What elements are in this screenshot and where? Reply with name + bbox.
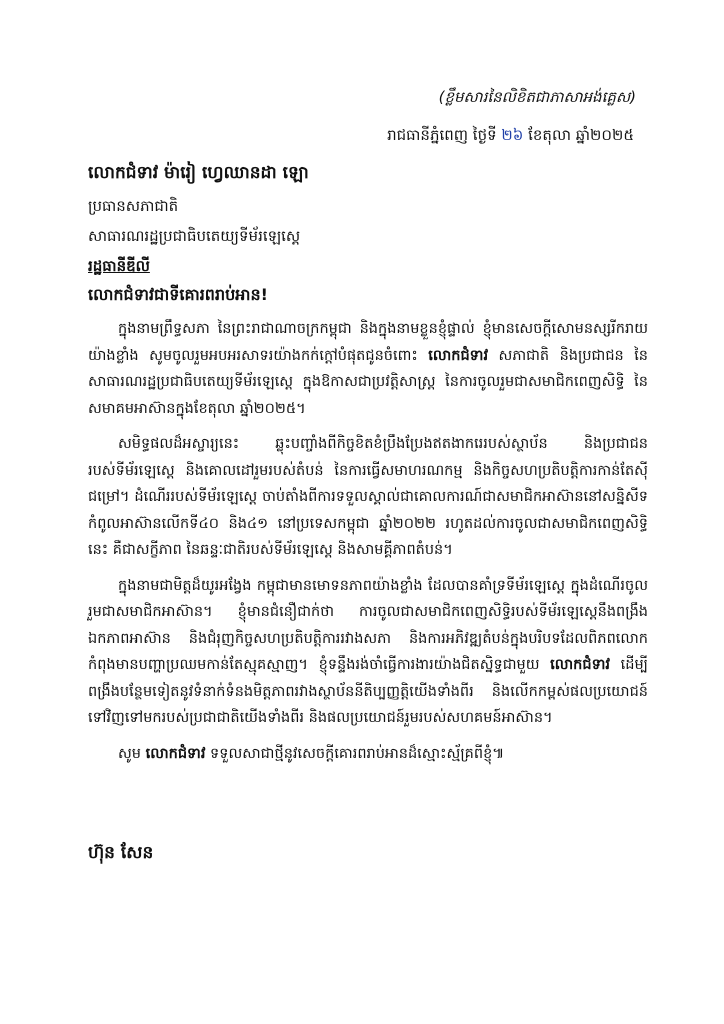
signature-name: ហ៊ុន សែន xyxy=(88,843,154,863)
recipient-title: ប្រធានសភាជាតិ xyxy=(88,197,179,215)
recipient-block xyxy=(88,162,648,279)
paragraph-3 xyxy=(88,573,648,732)
paragraph-4 xyxy=(88,741,648,768)
paragraph-2-text: សមិទ្ធផលដ៏អស្ចារ្យនេះ ឆ្លុះបញ្ចាំងពីកិច្ចខិតខំប្រឹងប្រែងឥតងាករេរបស់ស្ថាប័ន និងប្រជាជនរបស់ទីម័រឡេស្តេ និងគោលដៅរួមរបស់តំបន់ នៃការធ្វើសមាហរណកម្ម និងកិច្ចសហប្រតិបត្តិការកាន់តែស៊ីជម្រៅ។ ដំណើររបស់ទីម័រឡេស្តេ ចាប់តាំងពីការទទួលស្គាល់ជាគោលការណ៍ជាសមាជិកអាស៊ាននៅសន្និសីទកំពូលអាស៊ានលើកទី៤០ និង៤១ នៅប្រទេសកម្ពុជា ឆ្នាំ២០២២ រហូតដល់ការចូលជាសមាជិកពេញសិទ្ធិនេះ គឺជាសក្ខីភាព នៃឆន្ទៈជាតិរបស់ទីម័រឡេស្តេ និងសាមគ្គីភាពតំបន់។ xyxy=(88,436,648,558)
paragraph-4-text-b: ទទួលសាជាថ្មីនូវសេចក្តីគោរពរាប់អានដ៏ស្មោះស្ម័គ្រពីខ្ញុំ៕ xyxy=(205,745,505,762)
date-prefix: រាជធានីភ្នំពេញ ថ្ងៃទី xyxy=(387,126,502,144)
date-suffix: ខែតុលា ឆ្នាំ២០២៥ xyxy=(523,126,634,144)
paragraph-1 xyxy=(88,316,648,422)
paragraph-3-emphasis: លោកជំទាវ xyxy=(550,657,610,673)
date-line xyxy=(387,126,634,148)
recipient-country: សាធារណរដ្ឋប្រជាធិបតេយ្យទីម័រឡេស្តេ xyxy=(88,227,301,245)
paragraph-3-text-a: ក្នុងនាមជាមិត្តដ៏យូរអង្វែង កម្ពុជាមានមោទនភាពយ៉ាងខ្លាំង ដែលបានគាំទ្រទីម័រឡេស្តេ ក្នុងដំណើរចូលរួមជាសមាជិកអាស៊ាន។ ខ្ញុំមានជំនឿជាក់ថា ការចូលជាសមាជិកពេញសិទ្ធិរបស់ទីម័រឡេស្តេនឹងពង្រឹងឯកភាពអាស៊ាន និងជំរុញកិច្ចសហប្រតិបត្តិការរវាងសភា និងការអភិវឌ្ឍតំបន់ក្នុងបរិបទដែលពិភពលោកកំពុងមានបញ្ហាប្រឈមកាន់តែស្មុគស្មាញ។ ខ្ញុំទន្ទឹងរង់ចាំធ្វើការងារយ៉ាងជិតស្និទ្ធជាមួយ xyxy=(88,577,648,673)
paragraph-3-text-b: ដើម្បីពង្រឹងបន្ថែមទៀតនូវទំនាក់ទំនងមិត្តភាពរវាងស្ថាប័ននីតិប្បញ្ញត្តិយើងទាំងពីរ និងលើកកម្ពស់ផលប្រយោជន៍ទៅវិញទៅមករបស់ប្រជាជាតិយើងទាំងពីរ និងផលប្រយោជន៍រួមរបស់សហគមន៍អាស៊ាន។ xyxy=(88,657,648,726)
paragraph-4-text-a: សូម xyxy=(118,745,146,762)
translation-note: (ខ្លឹមសារនៃលិខិតជាភាសាអង់គ្លេស) xyxy=(438,88,636,106)
paragraph-1-text-b: សភាជាតិ និងប្រជាជន នៃសាធារណរដ្ឋប្រជាធិបតេយ្យទីម័រឡេស្តេ ក្នុងឱកាសជាប្រវត្តិសាស្ត្រ នៃការចូលរួមជាសមាជិកពេញសិទ្ធិ នៃសមាគមអាស៊ានក្នុងខែតុលា ឆ្នាំ២០២៥។ xyxy=(88,347,649,417)
letter-body xyxy=(88,316,648,776)
recipient-name: លោកជំទាវ ម៉ារៀ ហ្វេឈានដា ឡោ xyxy=(88,163,309,183)
paragraph-4-emphasis: លោកជំទាវ xyxy=(145,745,206,762)
salutation: លោកជំទាវជាទីគោរពរាប់អាន! xyxy=(88,285,268,304)
paragraph-1-text-a: ក្នុងនាមព្រឹទ្ធសភា នៃព្រះរាជាណាចក្រកម្ពុជា និងក្នុងនាមខ្លួនខ្ញុំផ្ទាល់ ខ្ញុំមានសេចក្តីសោមនស្សរីករាយយ៉ាងខ្លាំង សូមចូលរួមអបអរសាទរយ៉ាងកក់ក្តៅបំផុតជូនចំពោះ xyxy=(88,321,648,364)
recipient-city: រដ្ឋធានីឌីលី xyxy=(88,257,150,275)
date-day: ២៦ xyxy=(501,126,524,144)
paragraph-2 xyxy=(88,431,648,564)
paragraph-1-emphasis: លោកជំទាវ xyxy=(428,347,489,364)
